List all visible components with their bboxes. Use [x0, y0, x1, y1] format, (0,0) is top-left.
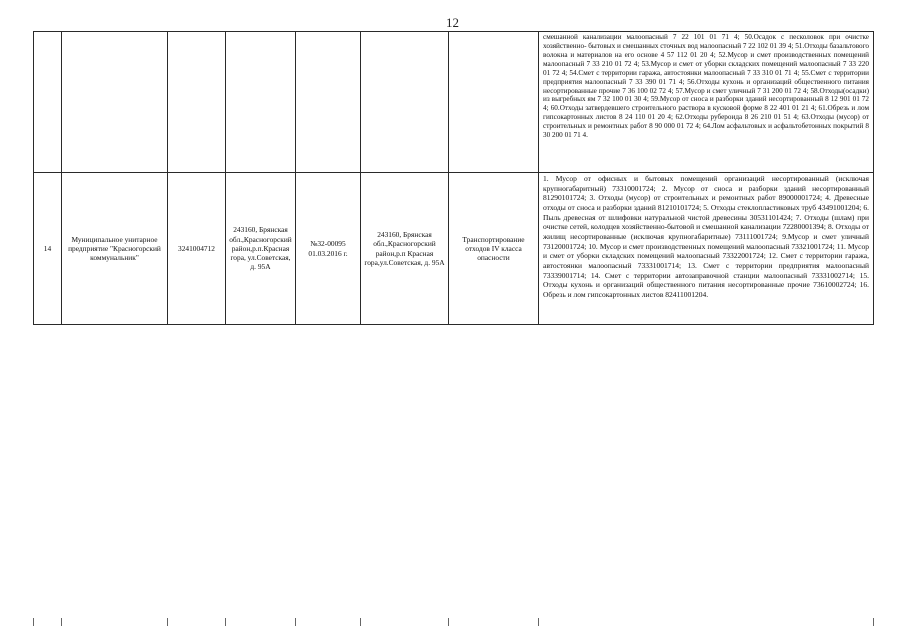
table-row-14: [34, 173, 874, 325]
scan-tick: [538, 618, 539, 626]
scan-tick: [360, 618, 361, 626]
cell-number: [34, 32, 62, 173]
scan-edge-ticks: [0, 618, 905, 626]
cell-activity-address: [361, 32, 449, 173]
table-row-continuation: [34, 32, 874, 173]
cell-waste-list: 1. Мусор от офисных и бытовых помещений организаций несортированный (исключая крупногабаритный) 73310001724; 2. Мусор от сноса и разборки зданий несортированный 81290101724; 3. Отходы (мусор) от строительных и ремонтных работ 89000001724; 4. Древесные отходы от сноса и разборки зданий 81210101724; 5. Отходы стеклопластиковых труб 43491001204; 6. Пыль древесная от шлифовки натуральной чистой древесины 30531101424; 7. Отходы (шлам) при очистке сетей, колодцев хозяйственно-бытовой и смешанной канализации 72280001394; 8. Отходы от жилищ несортированные (исключая крупногабаритные) 73111001724; 9.Мусор и смет уличный 73120001724; 10. Мусор и смет производственных помещений малоопасный 73321001724; 11. Мусор и смет от уборки складских помещений малоопасный 73322001724; 12. Смет с территории гаража, автостоянки малоопасный 73331001714; 13. Смет с территории предприятия малоопасный 73339001714; 14. Смет с территории автозаправочной станции малоопасный 73331002714; 15. Отходы кухонь и организаций общественного питания несортированные прочие 73610002724; 16. Обрезь и лом гипсокартонных листов 82411001204.: [539, 173, 874, 325]
cell-waste-list: смешанной канализации малоопасный 7 22 101 01 71 4; 50.Осадок с песколовок при очистке хозяйственно- бытовых и смешанных сточных вод малоопасный 7 22 102 01 39 4; 51.Отходы базальтового волокна и материалов на его основе 4 57 112 01 20 4; 52.Мусор и смет производственных помещений малоопасный 7 33 210 01 72 4; 53.Мусор и смет от уборки складских помещений малоопасный 7 33 220 01 72 4; 54.Смет с территории гаража, автостоянки малоопасный 7 33 310 01 71 4; 55.Смет с территории предприятия малоопасный 7 33 390 01 71 4; 56.Отходы кухонь и организаций общественного питания несортированные прочие 7 36 100 02 72 4; 57.Мусор и смет уличный 7 31 200 01 72 4; 58.Отходы(осадки) из выгребных ям 7 32 100 01 30 4; 59.Мусор от сноса и разборки зданий несортированный 8 12 901 01 72 4; 60.Отходы затвердевшего строительного раствора в кусковой форме 8 22 401 01 21 4; 61.Обрезь и лом гипсокартонных листов 8 24 110 01 20 4; 62.Отходы рубероида 8 26 210 01 51 4; 63.Отходы (мусор) от строительных и ремонтных работ 8 90 000 01 72 4; 64.Лом асфальтовых и асфальтобетонных покрытий 8 30 200 01 71 4.: [539, 32, 874, 173]
cell-activity-type: Транспортирование отходов IV класса опасности: [449, 173, 539, 325]
cell-inn: 3241004712: [168, 173, 226, 325]
cell-number: 14: [34, 173, 62, 325]
scan-tick: [448, 618, 449, 626]
cell-license: №32-00095 01.03.2016 г.: [296, 173, 361, 325]
scan-tick: [33, 618, 34, 626]
scan-tick: [225, 618, 226, 626]
cell-inn: [168, 32, 226, 173]
cell-legal-address: [226, 32, 296, 173]
scan-tick: [873, 618, 874, 626]
license-registry-table: [33, 31, 874, 325]
cell-activity-address: 243160, Брянская обл.,Красногорский район,р.п Красная гора,ул.Советская, д. 95А: [361, 173, 449, 325]
cell-organization: Муниципальное унитарное предприятие "Красногорский коммунальник": [62, 173, 168, 325]
cell-organization: [62, 32, 168, 173]
scan-tick: [295, 618, 296, 626]
cell-legal-address: 243160, Брянская обл.,Красногорский район,р.п.Красная гора, ул.Советская, д. 95А: [226, 173, 296, 325]
cell-license: [296, 32, 361, 173]
scan-tick: [167, 618, 168, 626]
scan-tick: [61, 618, 62, 626]
cell-activity-type: [449, 32, 539, 173]
page-number: 12: [446, 15, 459, 30]
